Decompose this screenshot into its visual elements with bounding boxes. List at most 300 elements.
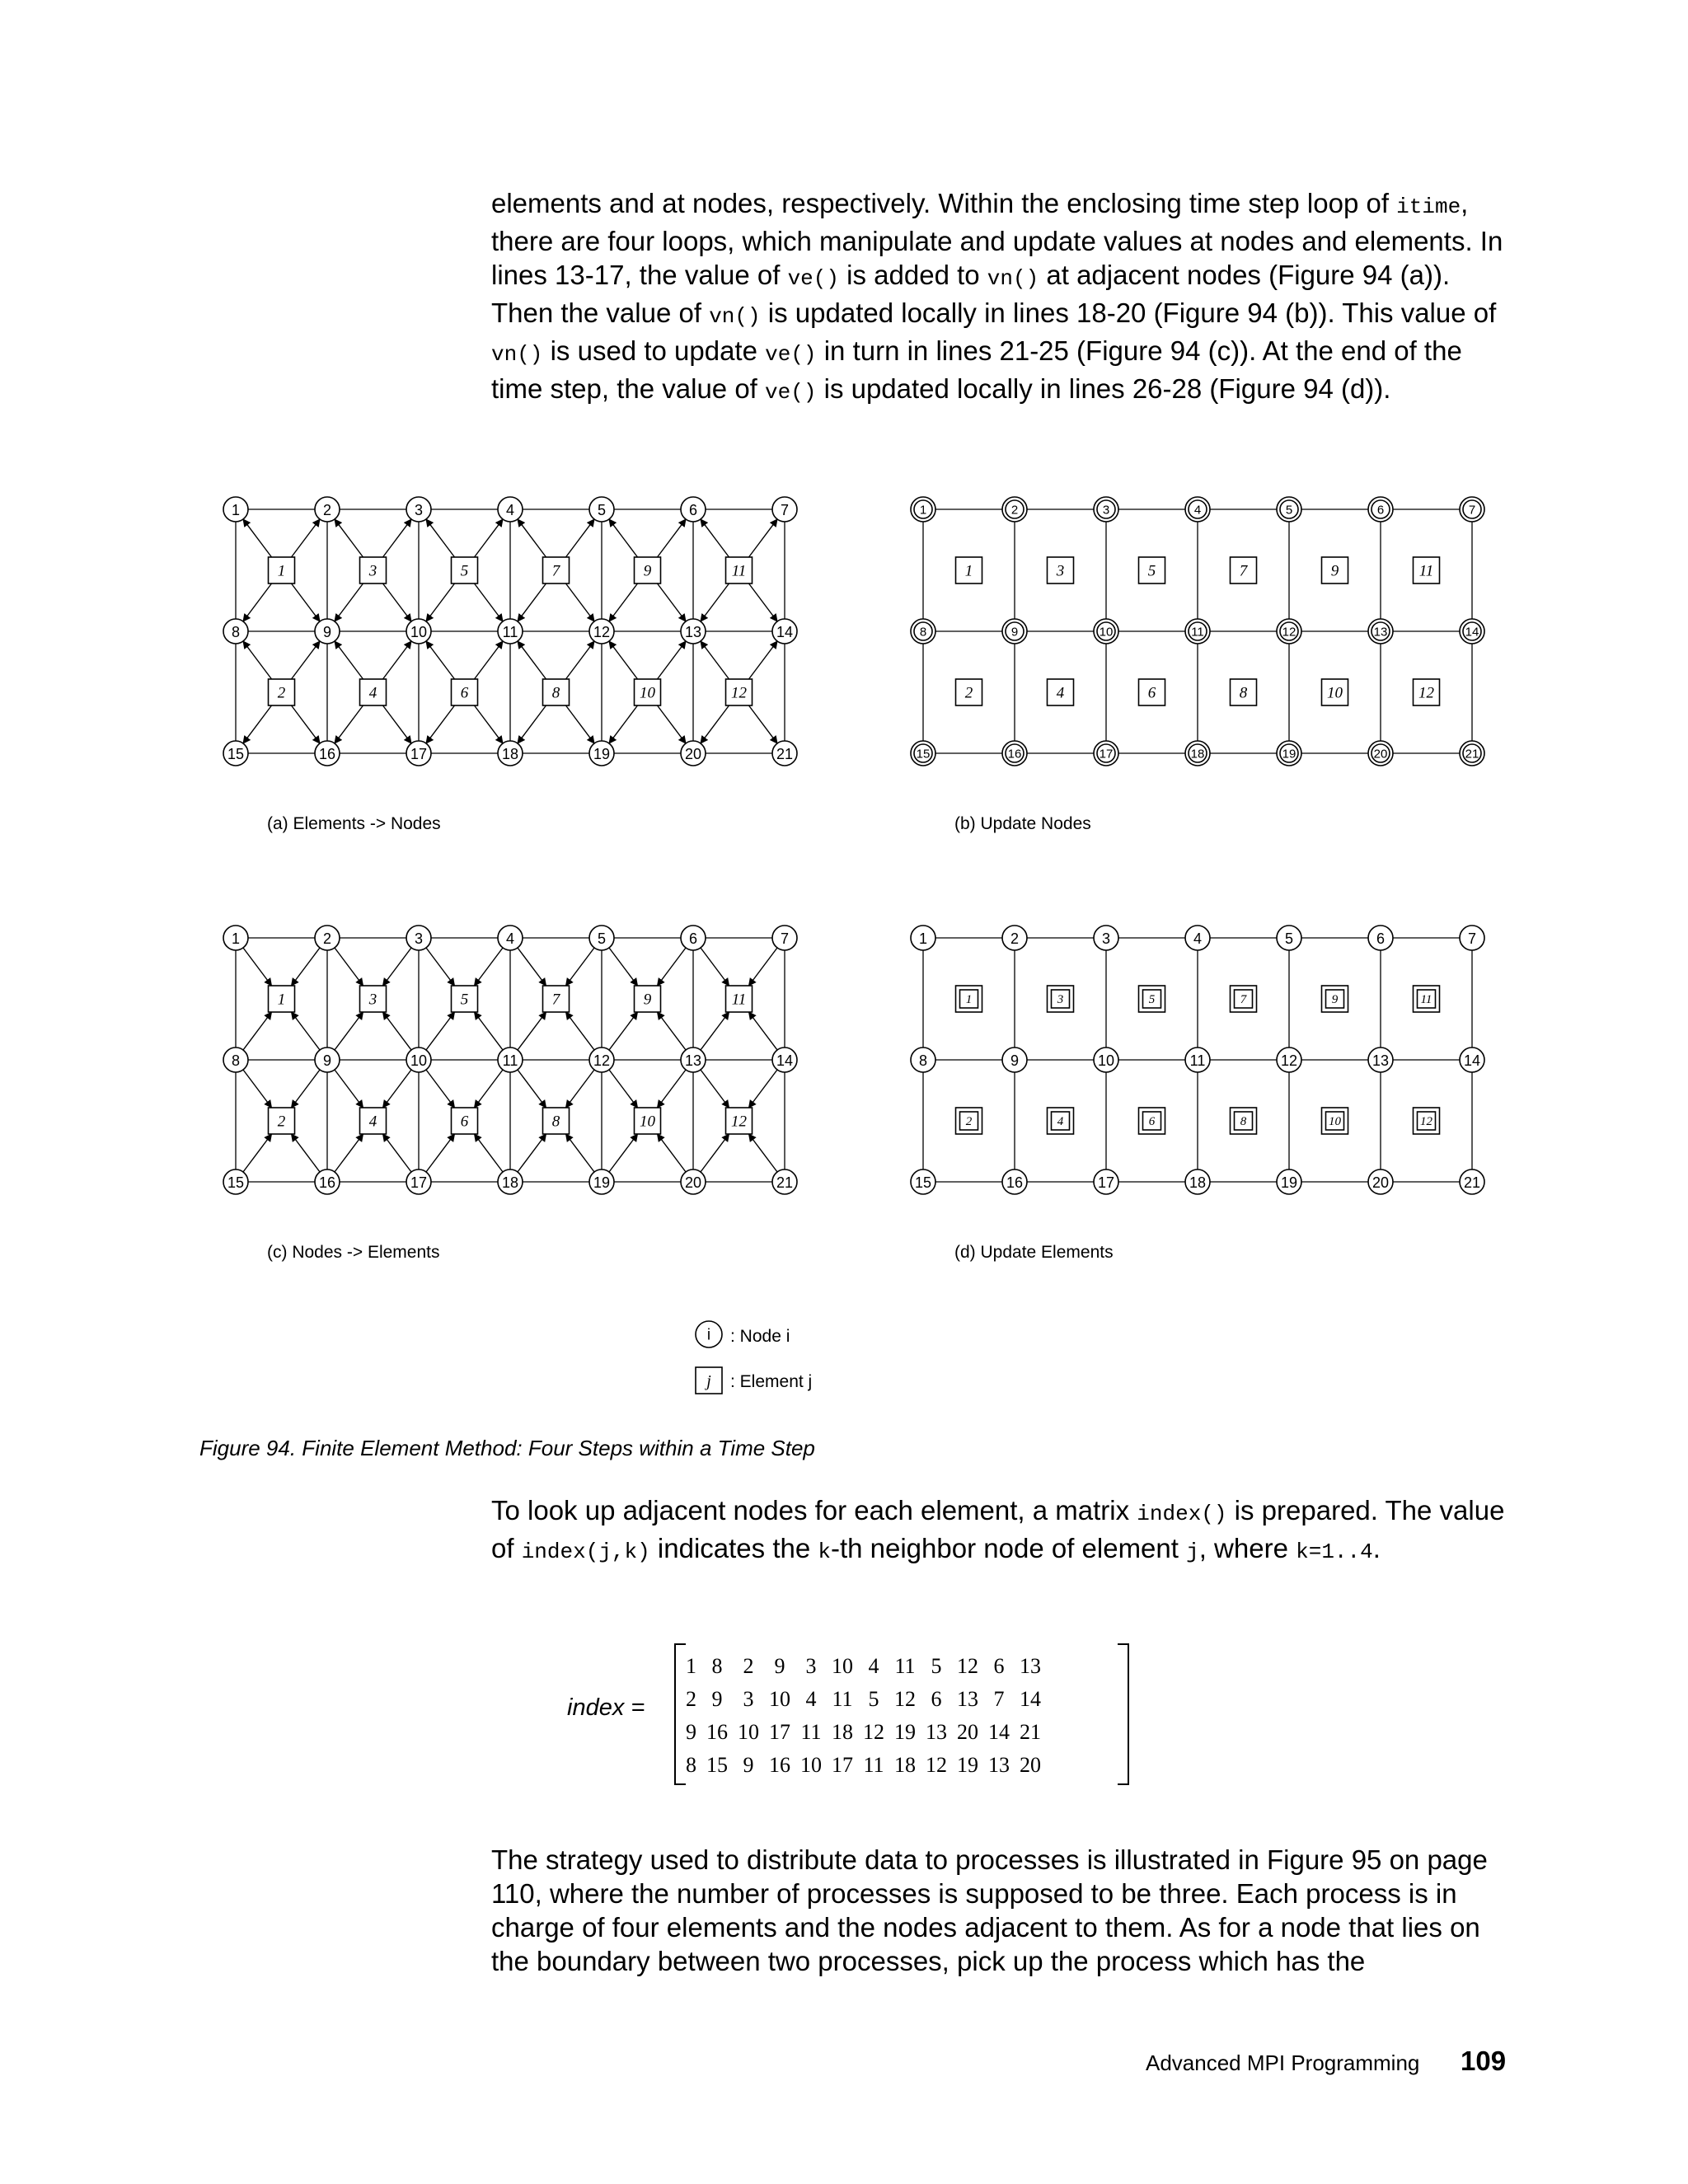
matrix-row xyxy=(681,1716,1046,1749)
node-label: 11 xyxy=(1191,625,1204,640)
arrow xyxy=(292,1070,321,1108)
arrow xyxy=(292,583,321,621)
matrix-cell: 16 xyxy=(706,1720,728,1744)
arrow xyxy=(749,705,778,743)
arrow xyxy=(426,1070,455,1108)
node-label: 12 xyxy=(593,624,611,640)
arrow xyxy=(701,1134,729,1172)
panel-label: (a) Elements -> Nodes xyxy=(267,814,441,833)
matrix-cell: 9 xyxy=(743,1753,754,1777)
arrow xyxy=(518,1070,546,1108)
matrix-cell: 18 xyxy=(832,1720,853,1744)
arrow xyxy=(749,641,778,679)
text-run: in turn in lines 21-25 (Figure 94 (c)). At the end of the time step, the value of xyxy=(491,335,1462,404)
arrow xyxy=(383,1070,412,1108)
matrix-cell: 11 xyxy=(800,1720,822,1744)
node-label: 8 xyxy=(231,1052,241,1069)
node-label: 2 xyxy=(322,930,332,947)
node-label: 4 xyxy=(505,502,515,518)
element-label: 7 xyxy=(1240,993,1247,1006)
arrow xyxy=(475,519,504,557)
node-label: 10 xyxy=(1099,625,1114,640)
matrix-cell: 10 xyxy=(769,1687,790,1711)
node-label: 17 xyxy=(1097,1174,1115,1191)
arrow xyxy=(701,583,729,621)
element-label: 4 xyxy=(368,684,377,702)
node-label: 18 xyxy=(501,1174,519,1191)
node-label: 17 xyxy=(410,746,428,762)
inline-code: j xyxy=(1186,1540,1199,1564)
text-run: is updated locally in lines 26-28 (Figure 94 (d)). xyxy=(816,373,1391,404)
text-run: is prepared. The value of xyxy=(491,1495,1505,1563)
element-label: 10 xyxy=(1329,1115,1341,1128)
arrow xyxy=(383,519,412,557)
arrow xyxy=(609,641,638,679)
arrow xyxy=(658,1012,687,1050)
matrix-cell: 9 xyxy=(774,1654,785,1678)
arrow xyxy=(475,1070,504,1108)
node-label: 19 xyxy=(1280,1174,1298,1191)
element-label: 3 xyxy=(368,991,377,1009)
node-label: 13 xyxy=(1373,625,1388,640)
text-run: , there are four loops, which manipulate and update values at nodes and elements. In lines 13-17, the value of xyxy=(491,188,1503,290)
arrow xyxy=(701,641,729,679)
arrow xyxy=(426,948,455,986)
node-label: 5 xyxy=(597,930,607,947)
node-label: 12 xyxy=(1280,1052,1298,1069)
text-run: at adjacent nodes (Figure 94 (a)). Then the value of xyxy=(491,260,1451,328)
arrow xyxy=(335,1070,363,1108)
node-label: 9 xyxy=(322,1052,332,1069)
matrix-cell: 9 xyxy=(711,1687,723,1711)
arrow xyxy=(609,948,638,986)
node-label: 11 xyxy=(502,1052,518,1069)
matrix-cell: 10 xyxy=(800,1753,822,1777)
element-label: 9 xyxy=(1331,993,1339,1006)
node-label: 14 xyxy=(776,1052,794,1069)
element-label: 8 xyxy=(1239,684,1248,702)
element-label: 1 xyxy=(277,991,286,1009)
arrow xyxy=(609,583,638,621)
node-label: 17 xyxy=(1099,747,1114,762)
text-run: is added to xyxy=(839,260,987,290)
node-label: 1 xyxy=(231,930,241,947)
node-label: 18 xyxy=(1190,747,1205,762)
node-label: 11 xyxy=(1189,1052,1206,1069)
matrix-cell: 14 xyxy=(1020,1687,1041,1711)
element-label: 4 xyxy=(1057,1115,1064,1128)
arrow xyxy=(426,641,455,679)
panel-label: (d) Update Elements xyxy=(954,1243,1114,1262)
arrow xyxy=(658,1134,687,1172)
arrow xyxy=(566,705,595,743)
arrow xyxy=(566,641,595,679)
matrix-cell: 19 xyxy=(894,1720,916,1744)
element-label: 6 xyxy=(1147,684,1156,702)
arrow xyxy=(475,641,504,679)
arrow xyxy=(701,519,729,557)
inline-code: ve() xyxy=(765,380,817,405)
matrix-cell: 13 xyxy=(1020,1654,1041,1678)
text-run: is used to update xyxy=(542,335,766,366)
node-label: 12 xyxy=(1282,625,1296,640)
arrow xyxy=(566,519,595,557)
node-label: 6 xyxy=(1376,503,1385,518)
node-label: 3 xyxy=(1102,503,1110,518)
arrow xyxy=(749,1012,778,1050)
paragraph-2 xyxy=(491,1493,1505,1569)
inline-code: vn() xyxy=(709,304,761,329)
matrix-cell: 17 xyxy=(769,1720,790,1744)
matrix-cell: 12 xyxy=(957,1654,978,1678)
arrow xyxy=(383,1012,412,1050)
node-label: 7 xyxy=(780,502,790,518)
element-label: 12 xyxy=(731,1113,747,1131)
node-label: 7 xyxy=(780,930,790,947)
node-label: 16 xyxy=(318,746,336,762)
panel-d xyxy=(911,926,1484,1262)
arrow xyxy=(243,1134,272,1172)
matrix-cell: 15 xyxy=(706,1753,728,1777)
matrix-cell: 16 xyxy=(769,1753,790,1777)
footer-title: Advanced MPI Programming xyxy=(1146,2050,1420,2075)
element-label: 10 xyxy=(1327,684,1343,702)
arrow xyxy=(383,641,412,679)
node-label: 7 xyxy=(1468,503,1476,518)
text-run: is updated locally in lines 18-20 (Figure 94 (b)). This value of xyxy=(760,298,1497,328)
inline-code: vn() xyxy=(987,266,1039,291)
arrow xyxy=(426,519,455,557)
node-label: 5 xyxy=(1285,503,1293,518)
arrow xyxy=(658,583,687,621)
arrow xyxy=(701,1012,729,1050)
arrow xyxy=(609,1012,638,1050)
arrow xyxy=(243,583,272,621)
matrix-cell: 1 xyxy=(686,1654,696,1678)
element-label: 1 xyxy=(964,562,973,580)
node-label: 8 xyxy=(231,624,241,640)
element-label: 2 xyxy=(964,684,973,702)
element-label: 11 xyxy=(1418,562,1434,580)
panel-b xyxy=(911,497,1484,833)
matrix-table xyxy=(681,1650,1046,1782)
arrow xyxy=(243,519,272,557)
matrix-cell: 11 xyxy=(863,1753,884,1777)
arrow xyxy=(566,1134,595,1172)
panel-c xyxy=(223,926,797,1262)
matrix-cell: 21 xyxy=(1020,1720,1041,1744)
arrow xyxy=(335,519,363,557)
arrow xyxy=(335,583,363,621)
matrix-cell: 8 xyxy=(686,1753,696,1777)
node-label: 21 xyxy=(1465,747,1479,762)
node-label: 14 xyxy=(776,624,794,640)
element-label: 11 xyxy=(1420,993,1432,1006)
element-label: 3 xyxy=(1056,562,1065,580)
arrow xyxy=(292,519,321,557)
legend-node-symbol: i xyxy=(706,1326,711,1344)
index-matrix xyxy=(674,1643,1129,1783)
arrow xyxy=(383,705,412,743)
arrow xyxy=(518,948,546,986)
node-label: 18 xyxy=(1189,1174,1207,1191)
node-label: 11 xyxy=(502,624,518,640)
arrow xyxy=(701,705,729,743)
node-label: 1 xyxy=(231,502,241,518)
node-label: 20 xyxy=(1372,1174,1390,1191)
paragraph-3 xyxy=(491,1843,1505,1978)
matrix-cell: 3 xyxy=(743,1687,754,1711)
node-label: 8 xyxy=(918,1052,928,1069)
node-label: 15 xyxy=(227,746,245,762)
element-label: 8 xyxy=(1240,1115,1247,1128)
node-label: 14 xyxy=(1463,1052,1481,1069)
matrix-cell: 5 xyxy=(868,1687,879,1711)
matrix-cell: 20 xyxy=(1020,1753,1041,1777)
matrix-cell: 6 xyxy=(931,1687,942,1711)
arrow xyxy=(426,705,455,743)
element-label: 11 xyxy=(731,991,747,1009)
matrix-cell: 8 xyxy=(711,1654,723,1678)
node-label: 9 xyxy=(1010,625,1019,640)
node-label: 5 xyxy=(1284,930,1294,947)
node-label: 6 xyxy=(1376,930,1386,947)
arrow xyxy=(609,519,638,557)
matrix-cell: 12 xyxy=(863,1720,884,1744)
matrix-cell: 6 xyxy=(993,1654,1005,1678)
node-label: 16 xyxy=(318,1174,336,1191)
matrix-cell: 12 xyxy=(894,1687,916,1711)
arrow xyxy=(749,519,778,557)
inline-code: k=1..4 xyxy=(1296,1540,1373,1564)
arrow xyxy=(426,1012,455,1050)
matrix-cell: 13 xyxy=(926,1720,947,1744)
inline-code: k xyxy=(818,1540,831,1564)
node-label: 6 xyxy=(688,930,698,947)
matrix-label: index = xyxy=(567,1694,645,1721)
arrow xyxy=(335,1134,363,1172)
arrow xyxy=(426,1134,455,1172)
arrow xyxy=(475,1134,504,1172)
inline-code: index() xyxy=(1137,1502,1227,1526)
node-label: 7 xyxy=(1467,930,1477,947)
element-label: 4 xyxy=(368,1113,377,1131)
arrow xyxy=(292,1134,321,1172)
arrow xyxy=(749,1070,778,1108)
element-label: 12 xyxy=(731,684,747,702)
node-label: 3 xyxy=(414,930,424,947)
node-label: 12 xyxy=(593,1052,611,1069)
node-label: 4 xyxy=(505,930,515,947)
matrix-cell: 7 xyxy=(993,1687,1005,1711)
element-label: 5 xyxy=(1148,993,1156,1006)
matrix-cell: 13 xyxy=(957,1687,978,1711)
arrow xyxy=(243,1070,272,1108)
inline-code: index(j,k) xyxy=(521,1540,650,1564)
matrix-right-bracket xyxy=(1118,1643,1129,1785)
matrix-cell: 14 xyxy=(988,1720,1010,1744)
node-label: 2 xyxy=(322,502,332,518)
arrow xyxy=(243,641,272,679)
panel-label: (c) Nodes -> Elements xyxy=(267,1243,440,1262)
node-label: 1 xyxy=(919,503,927,518)
arrow xyxy=(566,1070,595,1108)
element-label: 8 xyxy=(551,684,560,702)
element-label: 1 xyxy=(965,993,973,1006)
node-label: 16 xyxy=(1006,1174,1024,1191)
arrow xyxy=(518,583,546,621)
inline-code: vn() xyxy=(491,342,543,367)
node-label: 4 xyxy=(1193,503,1202,518)
arrow xyxy=(335,641,363,679)
arrow xyxy=(518,1134,546,1172)
node-label: 18 xyxy=(501,746,519,762)
arrow xyxy=(701,948,729,986)
page-number: 109 xyxy=(1461,2046,1507,2076)
inline-code: ve() xyxy=(765,342,817,367)
element-label: 5 xyxy=(460,562,469,580)
element-label: 10 xyxy=(640,684,655,702)
arrow xyxy=(475,583,504,621)
matrix-cell: 13 xyxy=(988,1753,1010,1777)
node-label: 19 xyxy=(593,746,611,762)
matrix-cell: 9 xyxy=(686,1720,696,1744)
node-label: 17 xyxy=(410,1174,428,1191)
arrow xyxy=(749,1134,778,1172)
element-label: 7 xyxy=(1239,562,1248,580)
node-label: 19 xyxy=(1282,747,1296,762)
element-label: 11 xyxy=(731,562,747,580)
element-label: 9 xyxy=(643,562,652,580)
node-label: 19 xyxy=(593,1174,611,1191)
matrix-cell: 2 xyxy=(743,1654,754,1678)
element-label: 9 xyxy=(643,991,652,1009)
node-label: 2 xyxy=(1010,930,1020,947)
element-label: 5 xyxy=(460,991,469,1009)
node-label: 20 xyxy=(684,746,702,762)
node-label: 15 xyxy=(916,747,931,762)
matrix-cell: 5 xyxy=(931,1654,942,1678)
node-label: 20 xyxy=(684,1174,702,1191)
element-label: 2 xyxy=(965,1115,973,1128)
matrix-cell: 4 xyxy=(868,1654,879,1678)
text-run: The strategy used to distribute data to processes is illustrated in Figure 95 on page 110, where the number of processes is supposed to be three. Each process is in charge of four elements and the nodes adjacent to them. As for a node that lies on the boundary between two processes, pick up the process which has the xyxy=(491,1844,1488,1976)
arrow xyxy=(518,519,546,557)
text-run: indicates the xyxy=(649,1533,818,1563)
node-label: 5 xyxy=(597,502,607,518)
matrix-row xyxy=(681,1650,1046,1683)
arrow xyxy=(566,1012,595,1050)
node-label: 2 xyxy=(1010,503,1019,518)
element-label: 3 xyxy=(1057,993,1064,1006)
arrow xyxy=(383,1134,412,1172)
arrow xyxy=(292,948,321,986)
matrix-cell: 11 xyxy=(894,1654,916,1678)
arrow xyxy=(701,1070,729,1108)
node-label: 13 xyxy=(684,1052,702,1069)
matrix-cell: 20 xyxy=(957,1720,978,1744)
element-label: 10 xyxy=(640,1113,655,1131)
arrow xyxy=(335,948,363,986)
arrow xyxy=(749,583,778,621)
element-label: 12 xyxy=(1418,684,1434,702)
arrow xyxy=(658,705,687,743)
inline-code: ve() xyxy=(787,266,839,291)
arrow xyxy=(609,705,638,743)
arrow xyxy=(243,1012,272,1050)
arrow xyxy=(566,948,595,986)
node-label: 9 xyxy=(322,624,332,640)
matrix-cell: 12 xyxy=(926,1753,947,1777)
legend-node-text: : Node i xyxy=(730,1327,790,1346)
matrix-cell: 18 xyxy=(894,1753,916,1777)
arrow xyxy=(475,1012,504,1050)
node-label: 16 xyxy=(1007,747,1022,762)
arrow xyxy=(658,1070,687,1108)
matrix-cell: 3 xyxy=(805,1654,817,1678)
element-label: 6 xyxy=(1148,1115,1156,1128)
arrow xyxy=(243,705,272,743)
node-label: 13 xyxy=(684,624,702,640)
arrow xyxy=(243,948,272,986)
text-run: To look up adjacent nodes for each element, a matrix xyxy=(491,1495,1137,1526)
text-run: elements and at nodes, respectively. Within the enclosing time step loop of xyxy=(491,188,1397,218)
matrix-cell: 2 xyxy=(686,1687,696,1711)
node-label: 6 xyxy=(688,502,698,518)
arrow xyxy=(426,583,455,621)
node-label: 20 xyxy=(1373,747,1388,762)
matrix-cell: 11 xyxy=(832,1687,853,1711)
matrix-row xyxy=(681,1683,1046,1716)
node-label: 4 xyxy=(1193,930,1203,947)
element-label: 8 xyxy=(551,1113,560,1131)
matrix-cell: 4 xyxy=(805,1687,817,1711)
arrow xyxy=(658,641,687,679)
element-label: 7 xyxy=(551,562,560,580)
arrow xyxy=(518,641,546,679)
node-label: 3 xyxy=(1101,930,1111,947)
node-label: 21 xyxy=(776,1174,794,1191)
arrow xyxy=(383,948,412,986)
arrow xyxy=(335,705,363,743)
node-label: 10 xyxy=(1097,1052,1115,1069)
arrow xyxy=(292,705,321,743)
element-label: 1 xyxy=(277,562,286,580)
node-label: 1 xyxy=(918,930,928,947)
arrow xyxy=(566,583,595,621)
panel-a xyxy=(223,497,797,833)
node-label: 13 xyxy=(1372,1052,1390,1069)
legend-element-text: : Element j xyxy=(730,1372,813,1391)
node-label: 15 xyxy=(914,1174,932,1191)
arrow xyxy=(749,948,778,986)
text-run: . xyxy=(1372,1533,1381,1563)
arrow xyxy=(658,948,687,986)
node-label: 14 xyxy=(1465,625,1479,640)
matrix-cell: 10 xyxy=(738,1720,759,1744)
node-label: 15 xyxy=(227,1174,245,1191)
element-label: 7 xyxy=(551,991,560,1009)
matrix-cell: 17 xyxy=(832,1753,853,1777)
matrix-cell: 10 xyxy=(832,1654,853,1678)
matrix-row xyxy=(681,1749,1046,1782)
element-label: 5 xyxy=(1147,562,1156,580)
node-label: 10 xyxy=(410,1052,428,1069)
arrow xyxy=(518,705,546,743)
node-label: 8 xyxy=(919,625,927,640)
arrow xyxy=(292,1012,321,1050)
figure-caption: Figure 94. Finite Element Method: Four Steps within a Time Step xyxy=(199,1436,815,1460)
